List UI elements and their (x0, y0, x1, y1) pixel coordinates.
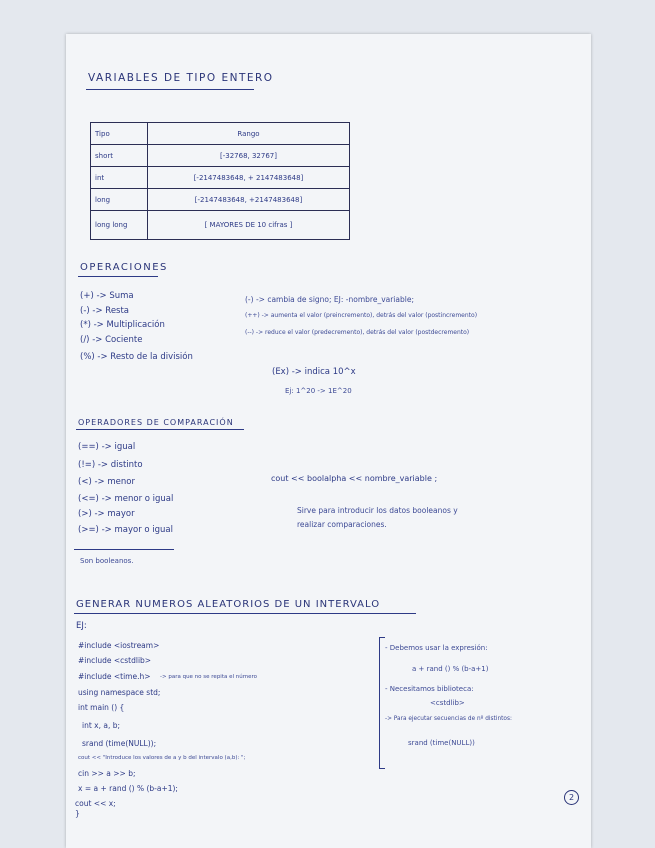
code-line: int x, a, b; (82, 721, 121, 730)
tipo-cell: int (91, 167, 148, 189)
op-item: (-) -> Resta (80, 306, 130, 316)
code-line: #include <iostream> (78, 641, 160, 650)
op-increment-note: (++) -> aumenta el valor (preincremento), detrás del valor (postincremento) (245, 312, 478, 319)
op-unary-note: (-) -> cambia de signo; EJ: -nombre_variable; (245, 295, 414, 304)
op-item: (/) -> Cociente (80, 335, 143, 345)
comparison-item: (>) -> mayor (78, 509, 135, 519)
random-note: - Debemos usar la expresión: (385, 644, 488, 652)
op-exponent-note: (Ex) -> indica 10^x (272, 367, 356, 377)
header-tipo: Tipo (91, 123, 148, 145)
table-row (91, 189, 350, 211)
random-note: <cstdlib> (430, 699, 465, 707)
random-note: - Necesitamos biblioteca: (385, 685, 474, 693)
page-title: VARIABLES DE TIPO ENTERO (88, 72, 274, 84)
operaciones-heading: OPERACIONES (80, 262, 168, 273)
rango-cell: [-2147483648, + 2147483648] (148, 167, 350, 189)
code-line: cout << x; (75, 799, 116, 808)
random-note: a + rand () % (b-a+1) (412, 665, 489, 673)
code-line: x = a + rand () % (b-a+1); (78, 784, 178, 793)
tipo-cell: long (91, 189, 148, 211)
op-exponent-example: Ej: 1^20 -> 1E^20 (285, 387, 352, 395)
comparison-item: (<) -> menor (78, 477, 135, 487)
op-item: (+) -> Suma (80, 291, 134, 301)
rango-cell: [-32768, 32767] (148, 145, 350, 167)
op-item: (%) -> Resto de la división (80, 352, 193, 362)
code-line: int main () { (78, 703, 125, 712)
table-row (91, 145, 350, 167)
tipo-cell: long long (91, 211, 148, 240)
code-line: cin >> a >> b; (78, 769, 136, 778)
rango-cell: [-2147483648, +2147483648] (148, 189, 350, 211)
comparacion-heading: OPERADORES DE COMPARACIÓN (78, 418, 234, 427)
comparison-item: (==) -> igual (78, 442, 136, 452)
table-row (91, 211, 350, 240)
code-line: srand (time(NULL)); (82, 739, 157, 748)
comparison-item: (<=) -> menor o igual (78, 494, 174, 504)
comparison-divider (74, 549, 174, 550)
boolalpha-desc: Sirve para introducir los datos booleanos y (297, 506, 458, 515)
random-note: -> Para ejecutar secuencias de nº distintos: (385, 716, 512, 722)
comparacion-underline (76, 429, 244, 430)
op-decrement-note: (--) -> reduce el valor (predecremento), detrás del valor (postdecremento) (245, 329, 470, 336)
example-label: EJ: (76, 621, 87, 631)
page-number: 2 (564, 790, 579, 805)
table-row (91, 167, 350, 189)
code-line: #include <cstdlib> (78, 656, 152, 665)
random-note: srand (time(NULL)) (408, 739, 475, 747)
time-note: -> para que no se repita el número (160, 674, 257, 680)
code-line: using namespace std; (78, 688, 161, 697)
title-underline (86, 89, 254, 90)
code-line: } (75, 809, 80, 818)
integer-types-table (90, 122, 350, 240)
op-item: (*) -> Multiplicación (80, 320, 165, 330)
table-header-row (91, 123, 350, 145)
generar-underline (74, 613, 416, 614)
operaciones-underline (78, 276, 158, 277)
comparison-note: Son booleanos. (80, 557, 134, 565)
boolalpha-code: cout << boolalpha << nombre_variable ; (271, 474, 438, 483)
code-line: cout << "Introduce los valores de a y b del intervalo (a,b): "; (78, 755, 246, 761)
tipo-cell: short (91, 145, 148, 167)
code-line: #include <time.h> (78, 672, 151, 681)
notes-bracket (379, 637, 385, 769)
generar-heading: GENERAR NUMEROS ALEATORIOS DE UN INTERVALO (76, 599, 381, 610)
comparison-item: (>=) -> mayor o igual (78, 525, 174, 535)
header-rango: Rango (148, 123, 350, 145)
boolalpha-desc: realizar comparaciones. (297, 520, 387, 529)
rango-cell: [ MAYORES DE 10 cifras ] (148, 211, 350, 240)
comparison-item: (!=) -> distinto (78, 460, 143, 470)
